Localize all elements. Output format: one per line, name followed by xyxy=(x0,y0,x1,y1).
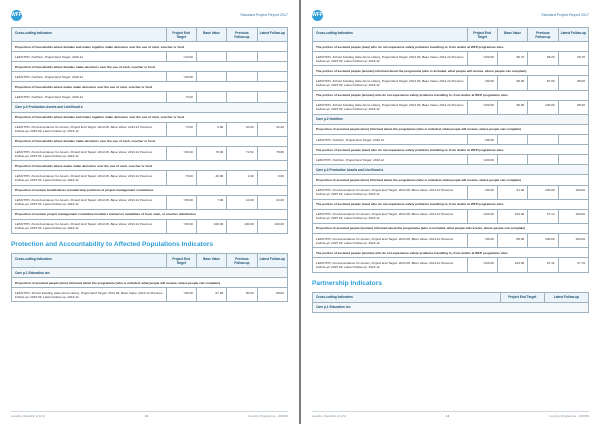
page-left xyxy=(0,0,299,424)
col-latest-followup: Latest Follow-up xyxy=(558,28,588,42)
col-indicator: Cross-cutting Indicators xyxy=(12,254,167,268)
table-row xyxy=(12,147,288,161)
indicator-label: Proportion of households where females and males together make decisions over the use of cash, voucher or food xyxy=(12,42,288,52)
indicator-label: The portion of assisted people (women) who do not experience safety problems travelling to, from and/or at WFP programme sites xyxy=(313,90,589,100)
group-label: Care p.1 Education ion xyxy=(12,268,288,278)
value-cell: 100.00 xyxy=(196,219,226,233)
indicator-source: LESOTHO, Food Assistance for Assets, Project End Target: 2014.09, Base Value: 2014.12 Previous Follow-up: 2015.09, Latest Follow-up: 2016.12 xyxy=(12,219,167,233)
col-previous-followup: Previous Follow-up xyxy=(528,28,558,42)
table-row xyxy=(313,234,589,248)
value-cell: 1.90 xyxy=(227,171,257,185)
value-cell xyxy=(227,72,257,82)
col-base-value: Base Value xyxy=(497,28,527,42)
page-number-right: 14 xyxy=(445,414,450,418)
table-group-row xyxy=(12,102,288,112)
value-cell: 99.70 xyxy=(558,52,588,66)
value-cell: 97.14 xyxy=(528,209,558,223)
table-header-row xyxy=(12,28,288,42)
group-label: Care p.3 Production Assets and Livelihood a xyxy=(12,102,288,112)
protection-table xyxy=(11,253,288,302)
value-cell: 98.20 xyxy=(558,100,588,114)
indicator-source: LESOTHO, Food Assistance for Assets, Project End Target: 2014.09, Base Value: 2014.12 Previous Follow-up: 2015.09, Latest Follow-up: 2016.12 xyxy=(12,147,167,161)
table-body-protection xyxy=(12,268,288,302)
table-header-row xyxy=(313,28,589,42)
value-cell: 88.00 xyxy=(558,76,588,90)
table-row xyxy=(313,155,589,165)
table-row xyxy=(313,185,589,199)
value-cell xyxy=(227,92,257,102)
value-cell xyxy=(196,92,226,102)
indicator-label: The portion of assisted people (women) informed about the programme (who is included, what people will receive, where people can complain) xyxy=(313,66,589,76)
value-cell: >80.00 xyxy=(467,234,497,248)
table-row xyxy=(12,92,288,102)
value-cell: >50.00 xyxy=(166,195,196,209)
table-group-row xyxy=(313,114,589,124)
group-label: Care p.2 Nutrition xyxy=(313,114,589,124)
value-cell xyxy=(196,52,226,62)
col-previous-followup: Previous Follow-up xyxy=(227,254,257,268)
table-row xyxy=(313,135,589,145)
table-row xyxy=(313,66,589,76)
col-project-end-target: Project End Target xyxy=(500,292,544,302)
value-cell: 91.00 xyxy=(497,185,527,199)
table-row xyxy=(313,52,589,66)
value-cell: 89.00 xyxy=(497,234,527,248)
value-cell: 10.00 xyxy=(227,195,257,209)
value-cell: 71.54 xyxy=(227,147,257,161)
indicator-source: LESOTHO, Food Assistance for Assets, Project End Target: 2014.09, Base Value: 2014.12 Previous Follow-up: 2015.09, Latest Follow-up: 2016.12 xyxy=(313,258,468,272)
indicator-label: The portion of assisted people (men) who do not experience safety problems travelling to, from and/or at WFP programme sites xyxy=(313,199,589,209)
partnership-table xyxy=(312,292,589,313)
table-row xyxy=(313,175,589,185)
table-row xyxy=(12,82,288,92)
table-group-row xyxy=(12,268,288,278)
table-row xyxy=(313,124,589,134)
value-cell: 100.00 xyxy=(528,100,558,114)
wfp-logo-icon: WFP xyxy=(11,10,22,21)
table-row xyxy=(12,52,288,62)
value-cell: 0.00 xyxy=(196,122,226,136)
value-cell: >100.00 xyxy=(467,209,497,223)
indicator-source: LESOTHO, Food Assistance for Assets, Project End Target: 2014.09, Base Value: 2014.12 Previous Follow-up: 2015.09, Latest Follow-up: 2016.12 xyxy=(12,171,167,185)
indicator-source: LESOTHO, Nutrition, Project End Target: 2016.12 xyxy=(313,155,468,165)
page-right xyxy=(301,0,600,424)
table-row xyxy=(12,288,288,302)
value-cell xyxy=(528,155,558,165)
table-row xyxy=(313,42,589,52)
indicator-label: Proportion of women beneficiaries in leadership positions of project management committees xyxy=(12,185,288,195)
cross-cutting-table-left xyxy=(11,27,288,234)
page-header-left xyxy=(11,9,288,21)
value-cell: >60.00 xyxy=(166,72,196,82)
table-row xyxy=(313,223,589,233)
footer-right-text: Country Programme - 200369 xyxy=(549,414,589,418)
col-latest-followup: Latest Follow-up xyxy=(257,254,287,268)
value-cell xyxy=(257,92,287,102)
indicator-source: LESOTHO, Food Assistance for Assets, Project End Target: 2014.09, Base Value: 2014.12 Previous Follow-up: 2015.09, Latest Follow-up: 2016.12 xyxy=(12,195,167,209)
value-cell: >60.00 xyxy=(166,219,196,233)
indicator-label: Proportion of households where males make decisions over the use of cash, voucher or food xyxy=(12,82,288,92)
value-cell: >100.00 xyxy=(467,258,497,272)
value-cell: >80.00 xyxy=(166,288,196,302)
value-cell: 100.00 xyxy=(497,258,527,272)
value-cell: 80.00 xyxy=(227,288,257,302)
col-indicator: Cross-cutting Indicators xyxy=(313,28,468,42)
col-base-value: Base Value xyxy=(196,254,226,268)
value-cell: 100.00 xyxy=(558,234,588,248)
indicator-label: Proportion of women project management committee members trained on modalities of food, cash, or voucher distribution xyxy=(12,209,288,219)
col-project-end-target: Project End Target xyxy=(166,254,196,268)
cross-cutting-table-right xyxy=(312,27,589,273)
footer-left-text: Lesotho, Republic of (LS) xyxy=(312,414,346,418)
indicator-label: Proportion of assisted people (women) informed about the programme (who is included, what people will receive, where people can complain) xyxy=(313,223,589,233)
value-cell: 22.00 xyxy=(257,195,287,209)
value-cell: >80.00 xyxy=(467,76,497,90)
col-latest-followup: Latest Follow-up xyxy=(257,28,287,42)
header-title-left: Standard Project Report 2017 xyxy=(240,13,288,17)
value-cell xyxy=(497,155,527,165)
value-cell: 78.86 xyxy=(257,147,287,161)
table-group-row xyxy=(313,165,589,175)
section-title-partnership: Partnership Indicators xyxy=(312,279,382,287)
table-row xyxy=(313,248,589,258)
table-row xyxy=(12,72,288,82)
value-cell: <5.00 xyxy=(166,171,196,185)
indicator-label: The portion of assisted people (men) who do not experience safety problems travelling to, from and/or at WFP programme sites xyxy=(313,145,589,155)
indicator-label: Proportion of assisted people (men) informed about the programme (who is included, what people will receive, where people can complain) xyxy=(313,124,589,134)
table-row xyxy=(12,171,288,185)
value-cell xyxy=(196,72,226,82)
value-cell xyxy=(528,135,558,145)
indicator-source: LESOTHO, Food Assistance for Assets, Project End Target: 2014.09, Base Value: 2014.12 Previous Follow-up: 2015.09, Latest Follow-up: 2016.12 xyxy=(313,234,468,248)
table-row xyxy=(12,278,288,288)
value-cell: 97.41 xyxy=(528,258,558,272)
indicator-label: Proportion of assisted people (men) informed about the programme (who is included, what people will receive, where people can complain) xyxy=(313,175,589,185)
table-group-row xyxy=(313,302,589,312)
table-row xyxy=(12,136,288,146)
value-cell: 100.00 xyxy=(528,234,558,248)
footer-left-text: Lesotho, Republic of (LS) xyxy=(11,414,45,418)
value-cell: 67.00 xyxy=(196,288,226,302)
table-row xyxy=(313,209,589,223)
table-row xyxy=(12,42,288,52)
indicator-label: Proportion of households where females make decisions over the use of cash, voucher or food xyxy=(12,62,288,72)
table-body-left xyxy=(12,42,288,234)
indicator-source: LESOTHO, School Feeding (take-home ration), Project End Target: 2014.09, Base Value: 2014.12 Previous Follow-up: 2015.09, Latest Follow-up: 2016.12 xyxy=(313,100,468,114)
value-cell: <5.00 xyxy=(166,92,196,102)
value-cell: 100.00 xyxy=(227,219,257,233)
col-previous-followup: Previous Follow-up xyxy=(227,28,257,42)
table-body-partnership xyxy=(313,302,589,312)
value-cell: 20.00 xyxy=(196,171,226,185)
value-cell: >100.00 xyxy=(467,52,497,66)
value-cell: >60.00 xyxy=(166,147,196,161)
value-cell: 88.00 xyxy=(257,288,287,302)
value-cell: 100.00 xyxy=(497,209,527,223)
indicator-source: LESOTHO, Food Assistance for Assets, Project End Target: 2014.09, Base Value: 2014.12 Previous Follow-up: 2015.09, Latest Follow-up: 2016.12 xyxy=(12,122,167,136)
indicator-source: LESOTHO, School Feeding (take-home ration), Project End Target: 2014.09, Base Value: 2014.12 Previous Follow-up: 2015.09, Latest Follow-up: 2016.12 xyxy=(313,52,468,66)
table-header-row xyxy=(12,254,288,268)
table-row xyxy=(12,219,288,233)
value-cell: 20.00 xyxy=(227,122,257,136)
indicator-label: Proportion of households where females and males together make decisions over the use of cash, voucher or food xyxy=(12,112,288,122)
table-row xyxy=(12,185,288,195)
col-indicator: Cross-cutting Indicators xyxy=(12,28,167,42)
table-row xyxy=(12,161,288,171)
wfp-logo-icon: WFP xyxy=(312,10,323,21)
indicator-label: Proportion of households where males make decisions over the use of cash, voucher or food xyxy=(12,161,288,171)
group-label: Care p.3 Productive Assets and Livelihood a xyxy=(313,165,589,175)
value-cell: 100.00 xyxy=(558,209,588,223)
page-number-left: 13 xyxy=(144,414,149,418)
indicator-label: Proportion of assisted people (men) informed about the programme (who is included, what people will receive, where people can complain) xyxy=(12,278,288,288)
value-cell: 0.00 xyxy=(257,171,287,185)
indicator-source: LESOTHO, Food Assistance for Assets, Project End Target: 2014.09, Base Value: 2014.12 Previous Follow-up: 2015.09, Latest Follow-up: 2016.12 xyxy=(313,185,468,199)
col-project-end-target: Project End Target xyxy=(467,28,497,42)
table-row xyxy=(12,112,288,122)
header-title-right: Standard Project Report 2017 xyxy=(541,13,589,17)
value-cell xyxy=(558,135,588,145)
value-cell: >80.00 xyxy=(467,185,497,199)
col-project-end-target: Project End Target xyxy=(166,28,196,42)
indicator-source: LESOTHO, Food Assistance for Assets, Project End Target: 2014.09, Base Value: 2014.12 Previous Follow-up: 2015.09, Latest Follow-up: 2016.12 xyxy=(313,209,468,223)
value-cell: 87.00 xyxy=(528,76,558,90)
value-cell: 100.00 xyxy=(257,219,287,233)
value-cell xyxy=(257,72,287,82)
indicator-source: LESOTHO, Nutrition, Project End Target: 2016.12 xyxy=(12,92,167,102)
table-row xyxy=(313,100,589,114)
value-cell: >100.00 xyxy=(467,155,497,165)
page-footer-left xyxy=(11,411,288,418)
col-latest-followup: Latest Follow-up xyxy=(544,292,588,302)
value-cell: 100.00 xyxy=(528,185,558,199)
table-header-row xyxy=(313,292,589,302)
table-row xyxy=(313,199,589,209)
value-cell: 97.70 xyxy=(558,258,588,272)
value-cell: >100.00 xyxy=(467,100,497,114)
value-cell xyxy=(257,52,287,62)
value-cell: 78.00 xyxy=(196,147,226,161)
value-cell xyxy=(558,155,588,165)
indicator-source: LESOTHO, Nutrition, Project End Target: 2016.12 xyxy=(12,72,167,82)
section-title-protection: Protection and Accountability to Affected Populations Indicators xyxy=(11,241,214,249)
indicator-label: The portion of assisted people (women) who do not experience safety problems travelling to, from and/or at WFP programme sites xyxy=(313,248,589,258)
table-row xyxy=(12,62,288,72)
value-cell: <5.00 xyxy=(166,122,196,136)
group-label: Care p.1 Education ion xyxy=(313,302,589,312)
value-cell: 100.00 xyxy=(558,185,588,199)
indicator-label: The portion of assisted people (men) who do not experience safety problems travelling to, from and/or at WFP programme sites xyxy=(313,42,589,52)
value-cell xyxy=(227,52,257,62)
indicator-source: LESOTHO, Nutrition, Project End Target: 2016.12 xyxy=(12,52,167,62)
value-cell: >80.00 xyxy=(467,135,497,145)
indicator-source: LESOTHO, School Feeding (take-home ration), Project End Target: 2014.09, Base Value: 2014.12 Previous Follow-up: 2015.09, Latest Follow-up: 2016.12 xyxy=(313,76,468,90)
page-footer-right xyxy=(312,411,589,418)
table-row xyxy=(313,76,589,90)
indicator-source: LESOTHO, Nutrition, Project End Target: 2016.12 xyxy=(313,135,468,145)
indicator-source: LESOTHO, School Feeding (take-home ration), Project End Target: 2014.09, Base Value: 2014.12 Previous Follow-up: 2015.09, Latest Follow-up: 2016.12 xyxy=(12,288,167,302)
table-row xyxy=(313,90,589,100)
table-row xyxy=(313,145,589,155)
col-base-value: Base Value xyxy=(196,28,226,42)
value-cell: 88.60 xyxy=(497,100,527,114)
table-row xyxy=(313,258,589,272)
table-row xyxy=(12,209,288,219)
table-row xyxy=(12,122,288,136)
value-cell: 68.00 xyxy=(497,76,527,90)
indicator-label: Proportion of households where females make decisions over the use of cash, voucher or food xyxy=(12,136,288,146)
table-body-right xyxy=(313,42,589,273)
table-row xyxy=(12,195,288,209)
value-cell: 88.70 xyxy=(497,52,527,66)
value-cell: 98.20 xyxy=(528,52,558,66)
value-cell: 22.20 xyxy=(257,122,287,136)
value-cell xyxy=(497,135,527,145)
footer-right-text: Country Programme - 200369 xyxy=(248,414,288,418)
page-header-right xyxy=(312,9,589,21)
col-indicator: Cross-cutting Indicators xyxy=(313,292,501,302)
value-cell: =10.00 xyxy=(166,52,196,62)
value-cell: 7.00 xyxy=(196,195,226,209)
